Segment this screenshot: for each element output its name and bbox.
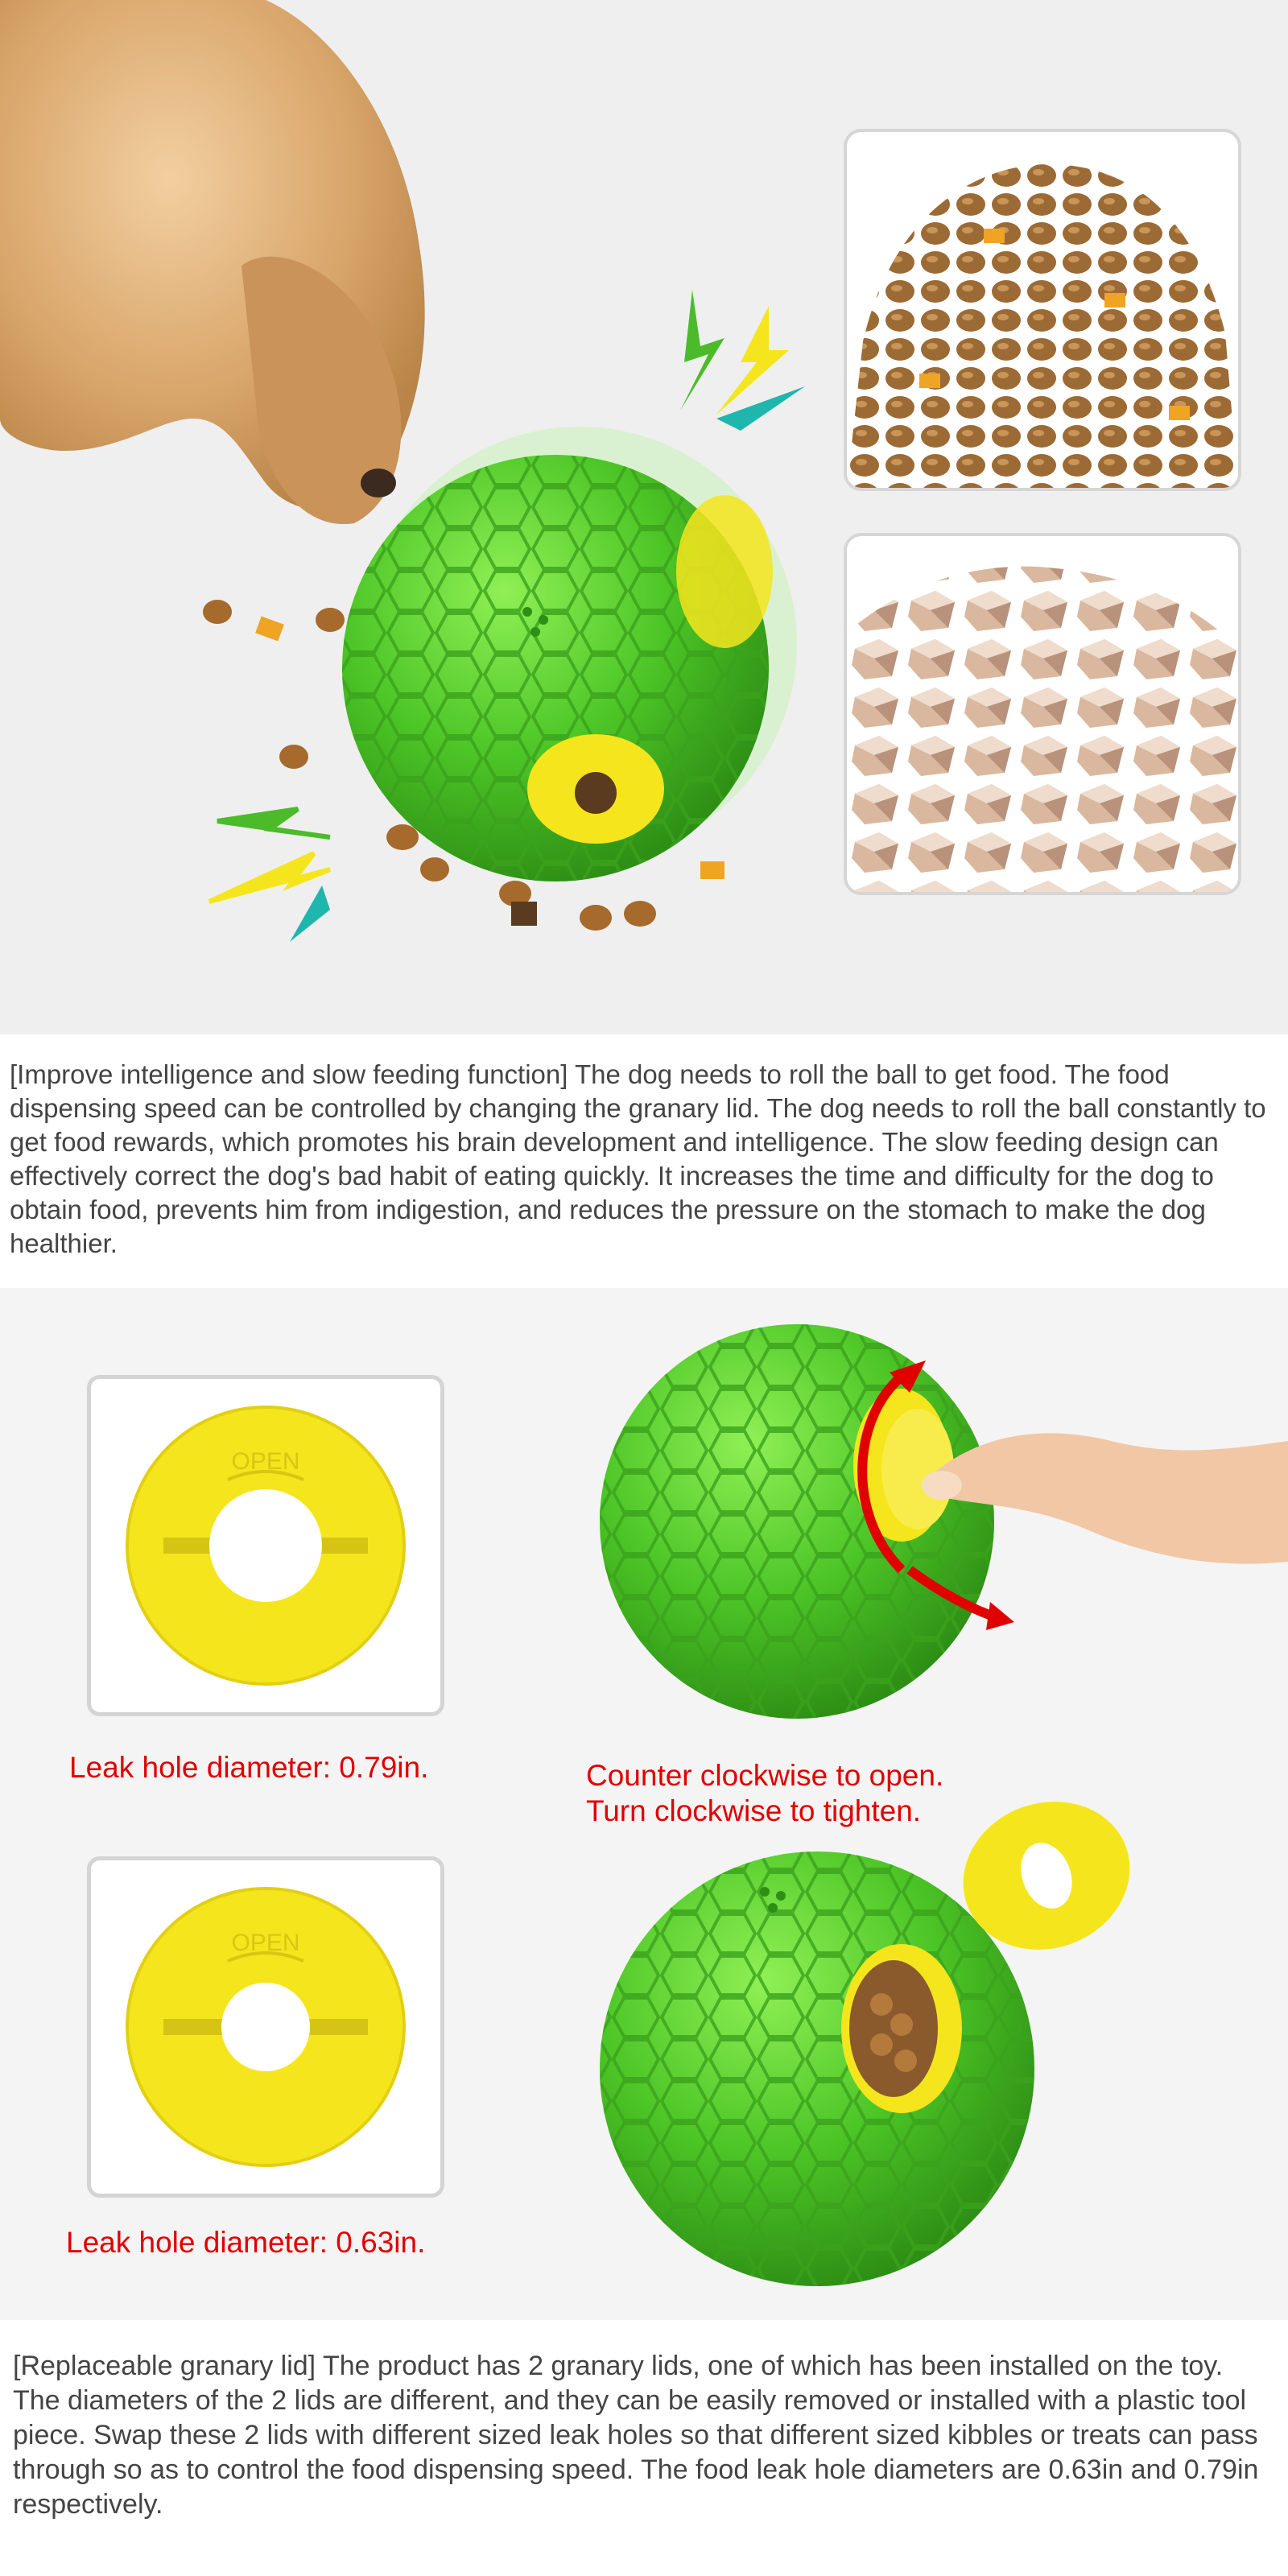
small-hole-lid-card xyxy=(87,1856,444,2198)
motion-effects xyxy=(193,274,837,966)
instruction-tighten: Turn clockwise to tighten. xyxy=(586,1794,922,1827)
section2-description: [Replaceable granary lid] The product has 2 granary lids, one of which has been installed on the toy. The diameters of the 2 lids are different, and they can be easily removed or installed with a plastic tool piece. Swap these 2 lids with different sized leak holes so that different sized kibbles or treats can pass through so as to control the food dispensing speed. The food leak hole diameters are 0.63in and 0.79in respectively. xyxy=(13,2351,1259,2520)
ball-lid-opening-illustration xyxy=(564,1304,1288,1723)
freeze-dried-treats-photo xyxy=(844,533,1241,895)
lid-stamp-text: OPEN xyxy=(231,1930,300,1956)
lid-stamp-text: OPEN xyxy=(231,1448,300,1475)
lid-large-icon xyxy=(91,1379,440,1712)
lid-small-icon xyxy=(91,1860,440,2194)
instruction-open: Counter clockwise to open. xyxy=(586,1759,944,1792)
dry-kibble-photo xyxy=(844,129,1241,491)
large-hole-lid-card xyxy=(87,1375,444,1716)
ball-open-with-food-illustration xyxy=(564,1787,1143,2302)
large-lid-caption: Leak hole diameter: 0.79in. xyxy=(69,1751,429,1784)
small-lid-caption: Leak hole diameter: 0.63in. xyxy=(66,2226,426,2259)
section1-description: [Improve intelligence and slow feeding function] The dog needs to roll the ball to get food. The food dispensing speed can be controlled by changing the granary lid. The dog needs to roll the ball constantly to get food rewards, which promotes his brain development and intelligence. The slow feeding design can effectively correct the dog's bad habit of eating quickly. It increases the time and difficulty for the dog to obtain food, prevents him from indigestion, and reduces the pressure on the stomach to make the dog healthier. xyxy=(10,1059,1266,1258)
